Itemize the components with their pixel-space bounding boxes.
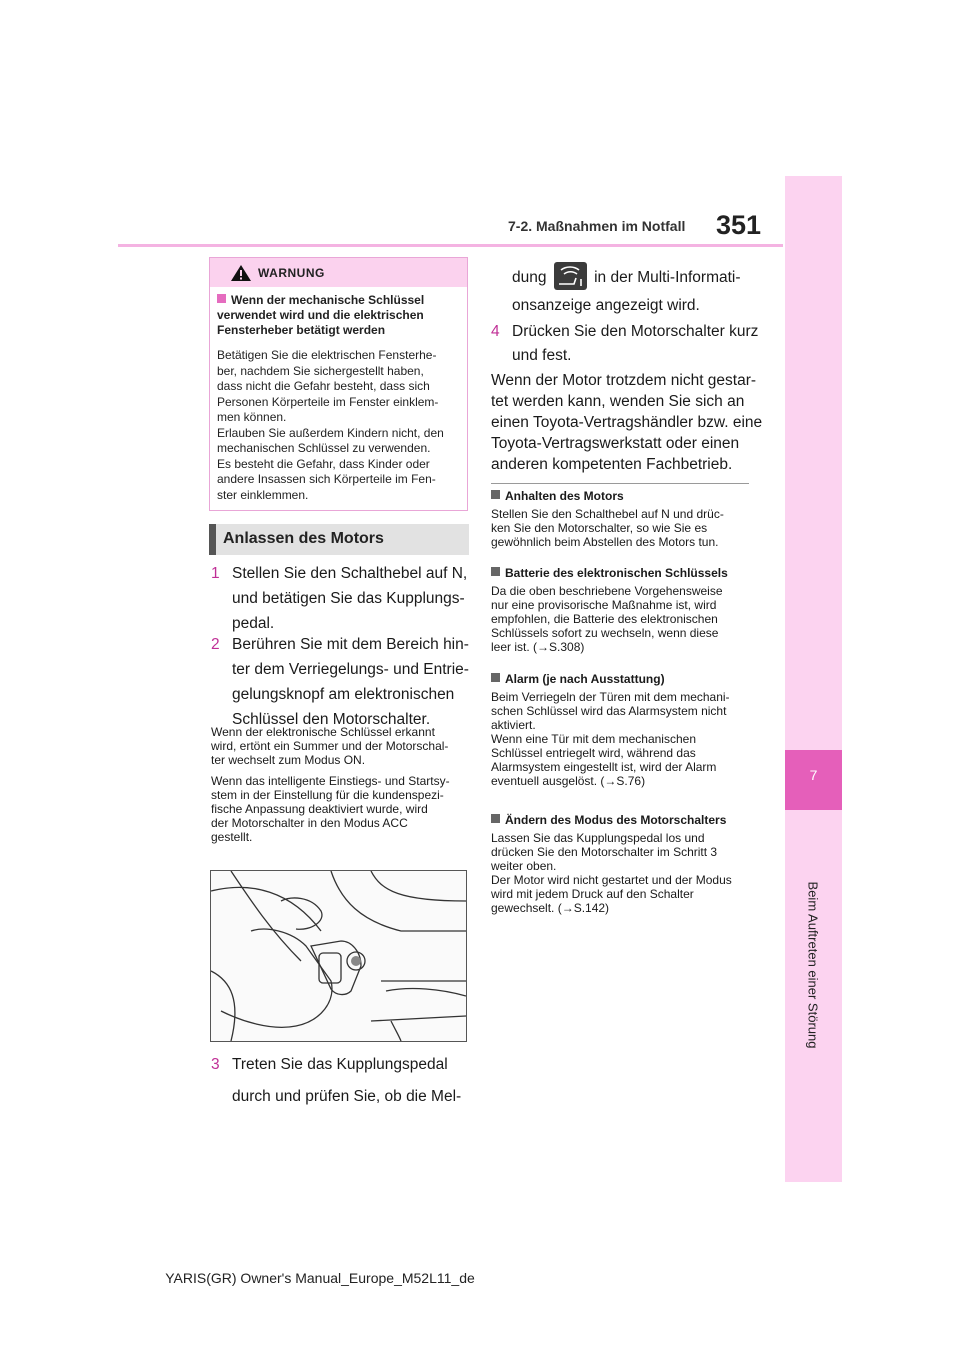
section-header: 7-2. Maßnahmen im Notfall <box>508 218 686 234</box>
note-alarm: Alarm (je nach Ausstattung) Beim Verriegeln der Türen mit dem mechani- schen Schlüssel wird das Alarmsystem nicht aktiviert. Wenn eine Tür mit dem mechanischen Schlüssel entriegelt wird, während das Alarmsystem eingestellt ist, wird der Alarm eventuell ausgelöst. (→S.76) <box>491 672 730 788</box>
bullet-square-icon <box>491 814 500 823</box>
note-engine-switch-mode: Ändern des Modus des Motorschalters Lassen Sie das Kupplungspedal los und drücken Sie den Motorschalter im Schritt 3 weiter oben. Der Motor wird nicht gestartet und der Modus wird mit jedem Druck auf den Schalter gewechselt. (→S.142) <box>491 813 732 915</box>
warning-title: WARNUNG <box>258 266 325 280</box>
warning-box <box>209 257 468 511</box>
bullet-square-icon <box>491 567 500 576</box>
step-number: 1 <box>211 565 220 582</box>
page-number: 351 <box>716 210 762 240</box>
step-2: 2 Berühren Sie mit dem Bereich hin- ter dem Verriegelungs- und Entrie- gelungsknopf am elektronischen Schlüssel den Motorschalter. <box>211 632 471 732</box>
chapter-title: Beim Auftreten einer Störung <box>805 881 821 1049</box>
bullet-square-icon <box>491 490 500 499</box>
warning-icon <box>230 264 252 282</box>
warning-subtitle: Wenn der mechanische Schlüssel verwendet wird und die elektrischen Fensterheber betätigt werden <box>217 293 425 337</box>
warning-body: Betätigen Sie die elektrischen Fensterhe- ber, nachdem Sie sichergestellt haben, dass nicht die Gefahr besteht, dass sich Personen Körperteile im Fenster einklem- men können. Erlauben Sie außerdem Kindern nicht, den mechanischen Schlüssel zu verwenden. Es besteht die Gefahr, dass Kinder oder andere Insassen sich Körperteile im Fen- ster einklemmen. <box>217 348 444 502</box>
divider <box>491 483 749 484</box>
section-heading: Anlassen des Motors <box>223 530 384 547</box>
step-1: 1 Stellen Sie den Schalthebel auf N, und betätigen Sie das Kupplungs- pedal. <box>211 561 471 636</box>
step-4: 4 Drücken Sie den Motorschalter kurz und fest. <box>491 319 761 368</box>
note-paragraph: Wenn das intelligente Einstiegs- und Startsy- stem in der Einstellung für die kundenspezi- fische Anpassung deaktiviert wurde, wird der Motorschalter in den Modus ACC gestellt. <box>211 774 450 844</box>
note-key-battery: Batterie des elektronischen Schlüssels Da die oben beschriebene Vorgehensweise nur eine provisorische Maßnahme ist, wird empfohlen, die Batterie des elektronischen Schlüssels sofort zu wechseln, wenn diese leer ist. (→S.308) <box>491 566 728 654</box>
step-number: 4 <box>491 323 500 340</box>
bullet-square-icon <box>217 294 226 303</box>
footer: YARIS(GR) Owner's Manual_Europe_M52L11_de <box>165 1270 475 1286</box>
header-rule <box>118 244 783 247</box>
chapter-number: 7 <box>809 767 818 783</box>
illustration-key-on-switch <box>210 870 467 1042</box>
right-paragraph: Wenn der Motor trotzdem nicht gestar- tet werden kann, wenden Sie sich an einen Toyota-Vertragshändler bzw. eine Toyota-Vertragswerkstatt oder einen anderen kompetenten Fachbetrieb. <box>491 372 763 473</box>
step-3-continuation-line2: onsanzeige angezeigt wird. <box>512 297 700 314</box>
clutch-indicator-icon <box>554 262 587 290</box>
section-heading-accent <box>209 524 216 555</box>
warning-header <box>210 258 467 287</box>
step-3: 3 Treten Sie das Kupplungspedal durch und prüfen Sie, ob die Mel- <box>211 1052 473 1109</box>
step-3-continuation: dung in der Multi-Informati- <box>512 262 762 290</box>
step-number: 2 <box>211 636 220 653</box>
note-paragraph: Wenn der elektronische Schlüssel erkannt wird, ertönt ein Summer und der Motorschal- ter wechselt zum Modus ON. <box>211 725 449 767</box>
step-number: 3 <box>211 1056 220 1073</box>
bullet-square-icon <box>491 673 500 682</box>
hand-key-illustration <box>211 871 466 1041</box>
note-stop-engine: Anhalten des Motors Stellen Sie den Schalthebel auf N und drüc- ken Sie den Motorschalter, so wie Sie es gewöhnlich beim Abstellen des Motors tun. <box>491 489 724 549</box>
